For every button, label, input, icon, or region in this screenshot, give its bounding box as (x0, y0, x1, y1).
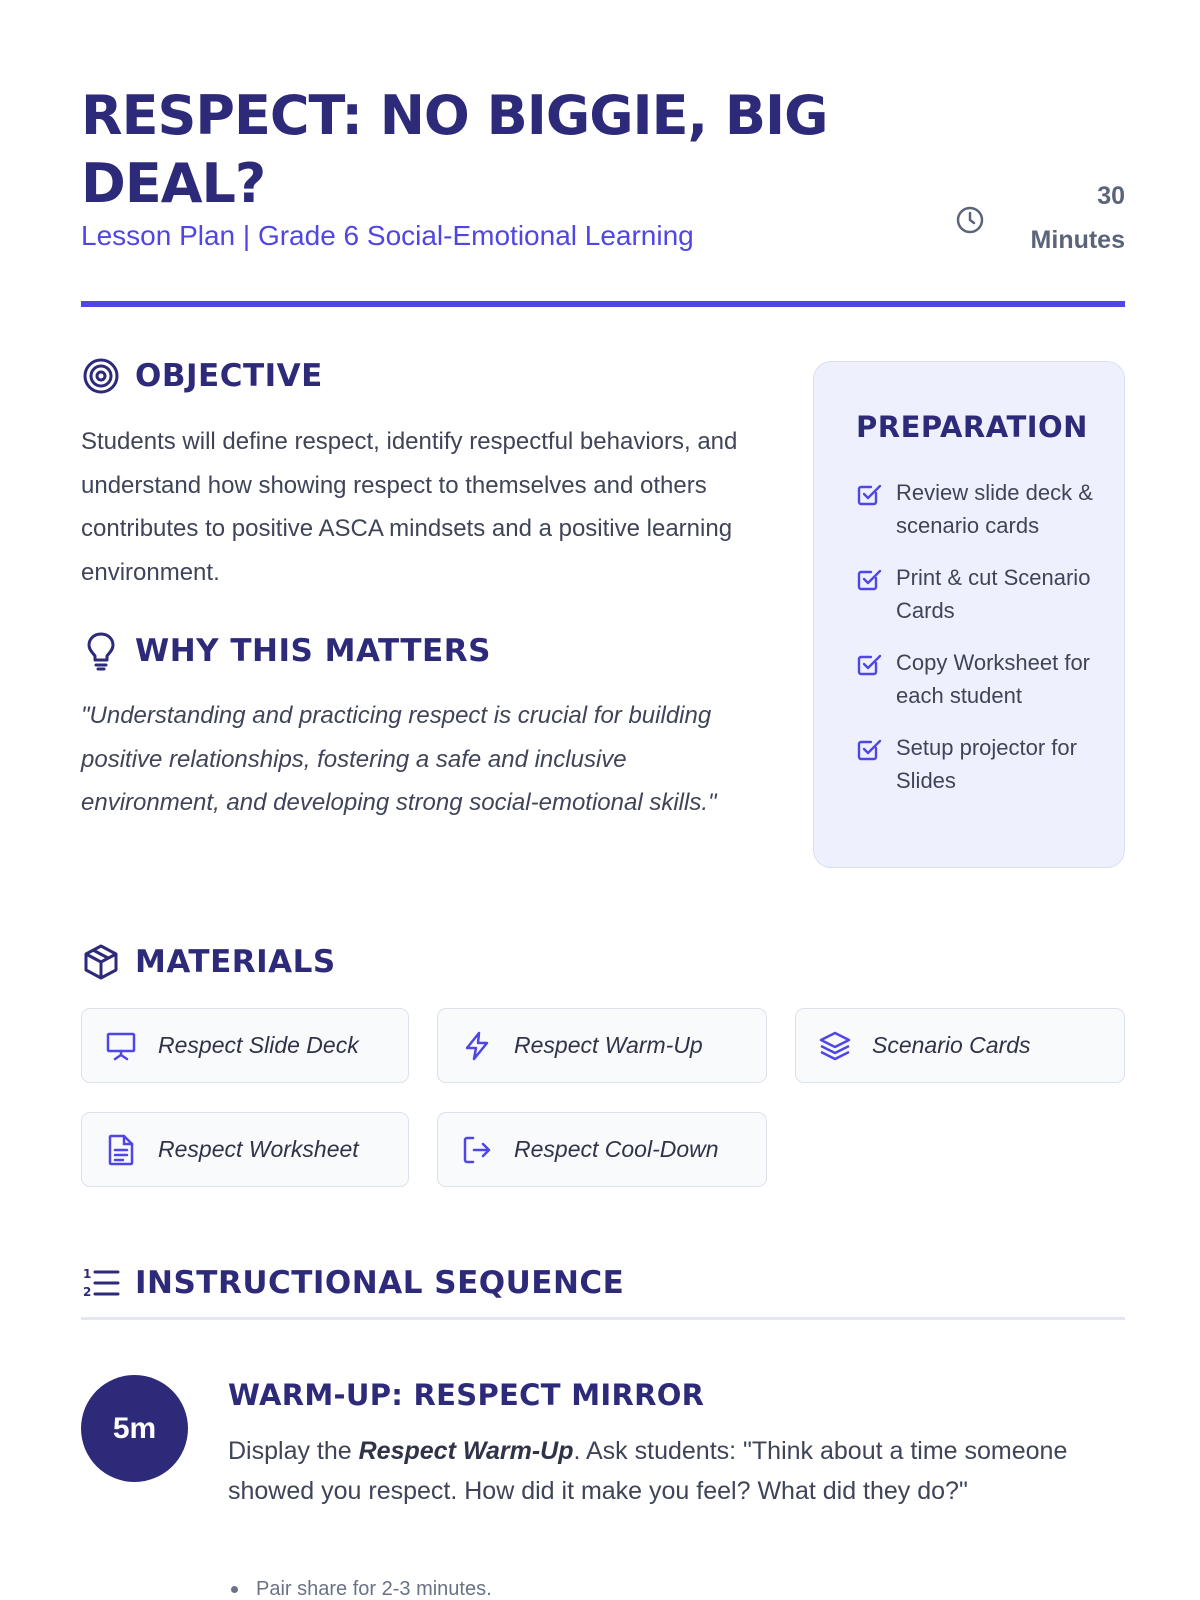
objective-heading (81, 356, 323, 396)
material-label: Respect Cool-Down (514, 1136, 719, 1162)
prep-item (856, 476, 1106, 542)
material-label: Respect Warm-Up (514, 1032, 703, 1058)
checkbox-icon (856, 651, 882, 677)
material-label: Respect Worksheet (158, 1136, 359, 1162)
clock-icon (955, 205, 985, 235)
step-text-after: . Ask students: "Think about a time someone showed you respect. How did it make you feel? What did they do?" (228, 1437, 1068, 1505)
sequence-heading (81, 1263, 624, 1303)
duration-unit: Minutes (1030, 226, 1125, 254)
lesson-plan-page (81, 0, 1125, 1600)
checkbox-icon (856, 736, 882, 762)
material-label: Respect Slide Deck (158, 1032, 359, 1058)
material-label: Scenario Cards (872, 1032, 1031, 1058)
material-scenario-cards[interactable] (795, 1008, 1125, 1083)
target-icon (81, 356, 121, 396)
sequence-title: INSTRUCTIONAL SEQUENCE (135, 1265, 625, 1301)
material-worksheet[interactable] (81, 1112, 409, 1187)
objective-text: Students will define respect, identify respectful behaviors, and understand how showing respect to themselves and others contributes to positive ASCA mindsets and a positive learning environment. (81, 428, 738, 586)
numbered-list-icon (81, 1263, 121, 1303)
step-bullet-text: Pair share for 2-3 minutes. (256, 1578, 492, 1600)
materials-heading (81, 942, 336, 982)
page-title: RESPECT: NO BIGGIE, BIG DEAL? (81, 84, 828, 215)
exit-icon (460, 1133, 494, 1167)
step-text-emphasis: Respect Warm-Up (358, 1437, 574, 1465)
duration-value: 30 (1097, 182, 1125, 210)
box-icon (81, 942, 121, 982)
materials-title: MATERIALS (135, 944, 336, 980)
why-quote: "Understanding and practicing respect is crucial for building positive relationships, fostering a safe and inclusive environment, and developing strong social-emotional skills." (81, 702, 717, 816)
lightning-icon (460, 1029, 494, 1063)
prep-item-label: Print & cut Scenario Cards (896, 565, 1091, 623)
prep-item-label: Review slide deck & scenario cards (896, 480, 1093, 538)
prep-item-label: Copy Worksheet for each student (896, 650, 1091, 708)
step-text-before: Display the (228, 1437, 359, 1465)
presentation-icon (104, 1029, 138, 1063)
checkbox-icon (856, 566, 882, 592)
step-bullet (231, 1578, 492, 1600)
duration-badge (955, 180, 1125, 260)
why-heading (81, 631, 491, 671)
bullet-dot (231, 1586, 238, 1593)
prep-item (856, 731, 1106, 797)
svg-text:2: 2 (83, 1285, 92, 1299)
material-warm-up[interactable] (437, 1008, 767, 1083)
preparation-title: PREPARATION (856, 410, 1088, 444)
preparation-card (813, 361, 1125, 868)
material-cool-down[interactable] (437, 1112, 767, 1187)
header-divider (81, 301, 1125, 307)
page-subtitle: Lesson Plan | Grade 6 Social-Emotional Learning (81, 220, 694, 251)
svg-text:1: 1 (83, 1267, 92, 1281)
objective-title: OBJECTIVE (135, 358, 323, 394)
checkbox-icon (856, 481, 882, 507)
layers-icon (818, 1029, 852, 1063)
step-duration-badge: 5m (81, 1375, 188, 1482)
lightbulb-icon (81, 631, 121, 671)
step-title: WARM-UP: RESPECT MIRROR (228, 1378, 705, 1412)
prep-item (856, 561, 1106, 627)
prep-item (856, 646, 1106, 712)
sequence-divider (81, 1317, 1125, 1320)
why-title: WHY THIS MATTERS (135, 633, 491, 669)
step-description (228, 1431, 1125, 1511)
document-icon (104, 1133, 138, 1167)
material-slide-deck[interactable] (81, 1008, 409, 1083)
prep-item-label: Setup projector for Slides (896, 735, 1077, 793)
